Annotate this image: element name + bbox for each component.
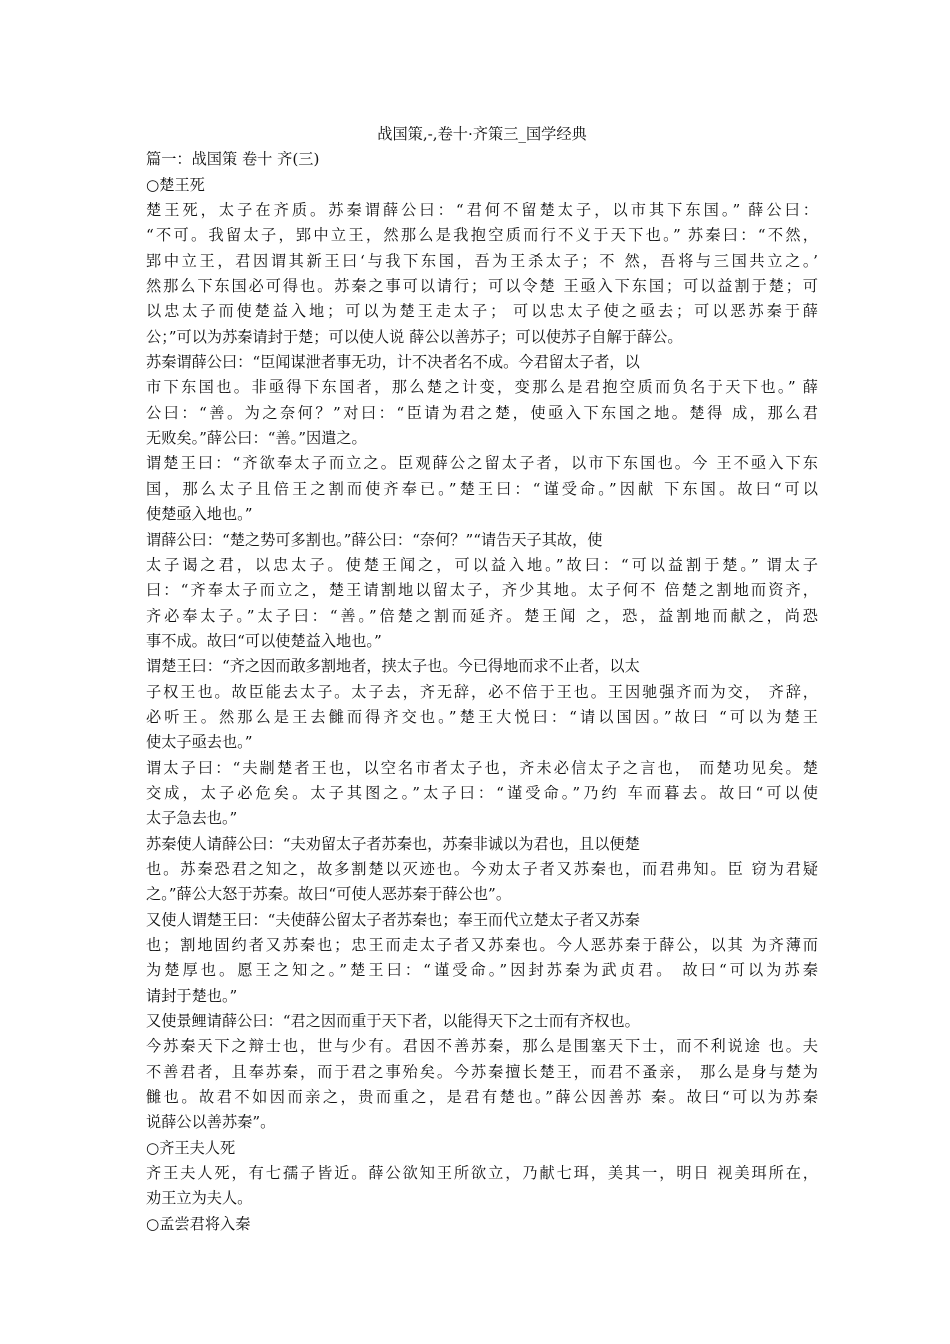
text-line: 交成，太子必危矣。太子其图之。”太子曰：“谨受命。”乃约 车而暮去。故曰“可以使 [146, 783, 818, 802]
text-line: 又使人谓楚王曰：“夫使薛公留太子者苏秦也；奉王而代立楚太子者又苏秦 [146, 910, 640, 929]
text-line: 以忠太子而使楚益入地；可以为楚王走太子； 可以忠太子使之亟去；可以恶苏秦于薛 [146, 302, 818, 321]
text-line: ○孟尝君将入秦 [146, 1214, 251, 1233]
text-line: 楚王死，太子在齐质。苏秦谓薛公曰：“君何不留楚太子，以市其下东国。” 薛公曰： [146, 201, 818, 220]
text-line: 然那么下东国必可得也。苏秦之事可以请行；可以令楚 王亟入下东国；可以益割于楚；可 [146, 277, 818, 296]
text-line: 为楚厚也。愿王之知之。”楚王曰：“谨受命。”因封苏秦为武贞君。 故曰“可以为苏秦 [146, 961, 818, 980]
text-line: 市下东国也。非亟得下东国者，那么楚之计变，变那么是君抱空质而负名于天下也。” 薛 [146, 378, 818, 397]
text-line: 国，那么太子且倍王之割而使齐奉已。”楚王曰：“谨受命。”因献 下东国。故曰“可以 [146, 479, 818, 498]
text-line: 事不成。故曰“可以使楚益入地也。” [146, 631, 382, 650]
text-line: 齐必奉太子。”太子曰：“善。”倍楚之割而延齐。楚王闻 之，恐，益割地而献之，尚恐 [146, 606, 818, 625]
text-line: 不善君者，且奉苏秦，而于君之事殆矣。今苏秦擅长楚王，而君不蚤亲， 那么是身与楚为 [146, 1062, 818, 1081]
text-line: 公；”可以为苏秦请封于楚；可以使人说 薛公以善苏子；可以使苏子自解于薛公。 [146, 327, 683, 346]
text-line: 请封于楚也。” [146, 986, 238, 1005]
text-line: 也；割地固约者又苏秦也；忠王而走太子者又苏秦也。今人恶苏秦于薛公，以其 为齐薄而 [146, 936, 818, 954]
text-line: 必听王。然那么是王去雠而得齐交也。”楚王大悦曰：“请以国因。”故曰 “可以为楚王 [146, 707, 818, 726]
document-title: 战国策,-,卷十·齐策三_国学经典 [377, 125, 587, 143]
text-line: 公曰：“善。为之奈何？”对曰：“臣请为君之楚，使亟入下东国之地。楚得 成，那么君 [146, 403, 818, 422]
text-line: 谓楚王曰：“齐之因而敢多割地者，挟太子也。今已得地而求不止者，以太 [146, 657, 640, 676]
text-line: “不可。我留太子，郢中立王，然那么是我抱空质而行不义于天下也。” 苏秦曰：“不然， [146, 226, 818, 245]
text-line: 无败矣。”薛公曰：“善。”因遣之。 [146, 429, 367, 448]
text-line: ○楚王死 [146, 175, 205, 194]
text-line: 子权王也。故臣能去太子。太子去，齐无辞，必不倍于王也。王因驰强齐而为交， 齐辞， [146, 682, 818, 701]
text-line: 之。”薛公大怒于苏秦。故曰“可使人恶苏秦于薛公也”。 [146, 885, 512, 904]
text-line: 又使景鲤请薛公曰：“君之因而重于天下者，以能得天下之士而有齐权也。 [146, 1012, 640, 1031]
text-line: ○齐王夫人死 [146, 1138, 236, 1157]
text-line: 苏秦谓薛公曰：“臣闻谋泄者事无功，计不决者名不成。今君留太子者，以 [146, 353, 640, 372]
text-line: 谓太子曰：“夫剬楚者王也，以空名市者太子也，齐未必信太子之言也， 而楚功见矣。楚 [146, 758, 818, 777]
text-line: 齐王夫人死，有七孺子皆近。薛公欲知王所欲立，乃献七珥，美其一，明日 视美珥所在， [146, 1164, 818, 1183]
text-line: 郢中立王，君因谓其新王曰‘与我下东国，吾为王杀太子；不 然，吾将与三国共立之。’ [146, 251, 818, 270]
text-line: 苏秦使人请薛公曰：“夫劝留太子者苏秦也，苏秦非诚以为君也，且以便楚 [146, 834, 640, 853]
text-line: 也。苏秦恐君之知之，故多割楚以灭迹也。今劝太子者又苏秦也，而君弗知。臣 窃为君疑 [146, 859, 818, 878]
text-line: 曰：“齐奉太子而立之，楚王请割地以留太子，齐少其地。太子何不 倍楚之割地而资齐， [146, 581, 818, 600]
text-line: 谓薛公曰：“楚之势可多割也。”薛公曰：“奈何？”“请告天子其故，使 [146, 530, 603, 549]
text-line: 说薛公以善苏秦”。 [146, 1113, 276, 1132]
text-line: 太子谒之君，以忠太子。使楚王闻之，可以益入地。”故曰：“可以益割于楚。” 谓太子 [146, 555, 818, 574]
document-body [146, 147, 818, 1237]
text-line: 太子急去也。” [146, 809, 238, 828]
text-line: 使楚亟入地也。” [146, 505, 253, 524]
text-line: 谓楚王曰：“齐欲奉太子而立之。臣观薛公之留太子者，以市下东国也。今 王不亟入下东 [146, 454, 818, 473]
document-page [146, 122, 818, 1237]
text-line: 雠也。故君不如因而亲之，贵而重之，是君有楚也。”薛公因善苏 秦。故曰“可以为苏秦 [146, 1088, 818, 1107]
text-line: 劝王立为夫人。 [146, 1189, 253, 1208]
text-line: 篇一：战国策 卷十 齐(三) [146, 150, 320, 169]
text-line: 今苏秦天下之辩士也，世与少有。君因不善苏秦，那么是围塞天下士，而不利说途 也。夫 [146, 1037, 818, 1056]
text-line: 使太子亟去也。” [146, 733, 253, 752]
